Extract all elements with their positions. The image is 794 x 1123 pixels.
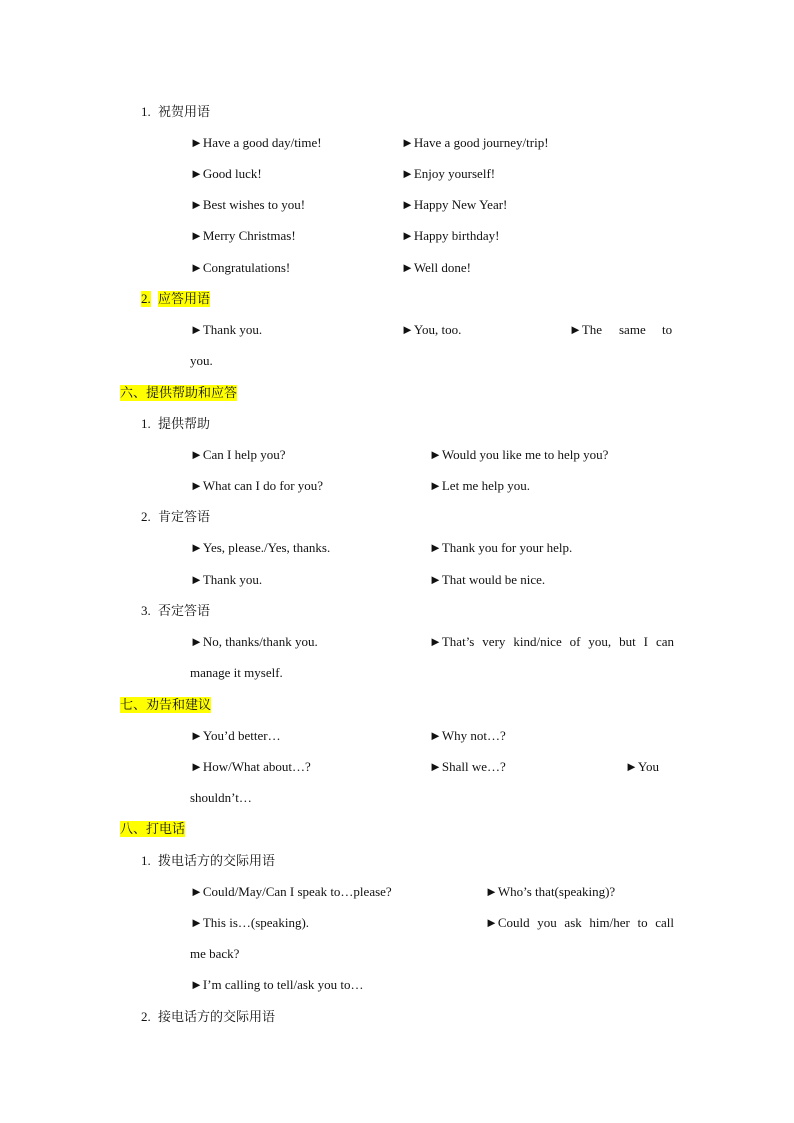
phrase-continuation: shouldn’t…	[190, 790, 252, 805]
phrase: ►The	[569, 322, 603, 337]
phrase: ►Thank you.	[190, 322, 263, 337]
phrase: ►Shall we…?	[429, 759, 506, 774]
phrase: ►Have a good journey/trip!	[401, 135, 549, 150]
phrase: ►Who’s that(speaking)?	[485, 884, 616, 899]
phrase: ►Happy New Year!	[401, 197, 508, 212]
list-number: 3.	[141, 603, 151, 618]
list-number: 1.	[141, 853, 151, 868]
phrase: ►What can I do for you?	[190, 478, 324, 493]
list-number: 1.	[141, 104, 151, 119]
phrase: ►Yes, please./Yes, thanks.	[190, 540, 331, 555]
subheading-caller-phrases: 拨电话方的交际用语	[158, 853, 276, 868]
phrase: ►Let me help you.	[429, 478, 530, 493]
phrase: ►Enjoy yourself!	[401, 166, 496, 181]
list-number: 2.	[141, 509, 151, 524]
list-number: 2.	[141, 1009, 151, 1024]
list-number: 2.	[141, 291, 151, 306]
section-heading-offering-help: 六、提供帮助和应答	[120, 385, 238, 400]
phrase: ►Merry Christmas!	[190, 228, 296, 243]
phrase: ►Congratulations!	[190, 260, 291, 275]
phrase: same	[619, 322, 646, 337]
phrase: ►Would you like me to help you?	[429, 447, 609, 462]
phrase: ►Happy birthday!	[401, 228, 500, 243]
phrase: to	[662, 322, 673, 337]
phrase: ►Have a good day/time!	[190, 135, 322, 150]
phrase: ►Can I help you?	[190, 447, 286, 462]
phrase: ►Well done!	[401, 260, 471, 275]
subheading-positive-answers: 肯定答语	[158, 509, 211, 524]
subheading-receiver-phrases: 接电话方的交际用语	[158, 1009, 276, 1024]
phrase: ►You	[625, 759, 659, 774]
subheading-congratulations: 祝贺用语	[158, 104, 211, 119]
phrase: ►Thank you.	[190, 572, 263, 587]
phrase-continuation: me back?	[190, 946, 240, 961]
phrase: ►You, too.	[401, 322, 462, 337]
phrase: ►Thank you for your help.	[429, 540, 573, 555]
phrase: ►Could you ask him/her to call	[485, 915, 674, 930]
phrase: ►Could/May/Can I speak to…please?	[190, 884, 392, 899]
phrase: ►Why not…?	[429, 728, 506, 743]
phrase: ►Good luck!	[190, 166, 262, 181]
phrase-continuation: you.	[190, 353, 213, 368]
subheading-responses: 应答用语	[158, 291, 211, 306]
phrase: ►No, thanks/thank you.	[190, 634, 318, 649]
phrase: ►This is…(speaking).	[190, 915, 310, 930]
phrase: ►Best wishes to you!	[190, 197, 306, 212]
phrase: ►That would be nice.	[429, 572, 546, 587]
phrase: ►How/What about…?	[190, 759, 311, 774]
phrase: ►I’m calling to tell/ask you to…	[190, 977, 364, 992]
phrase-continuation: manage it myself.	[190, 665, 283, 680]
section-heading-phone-calls: 八、打电话	[120, 821, 186, 836]
subheading-negative-answers: 否定答语	[158, 603, 211, 618]
list-number: 1.	[141, 416, 151, 431]
phrase: ►That’s very kind/nice of you, but I can	[429, 634, 674, 649]
subheading-offering-help: 提供帮助	[158, 416, 211, 431]
section-heading-advice: 七、劝告和建议	[120, 697, 212, 712]
phrase: ►You’d better…	[190, 728, 281, 743]
